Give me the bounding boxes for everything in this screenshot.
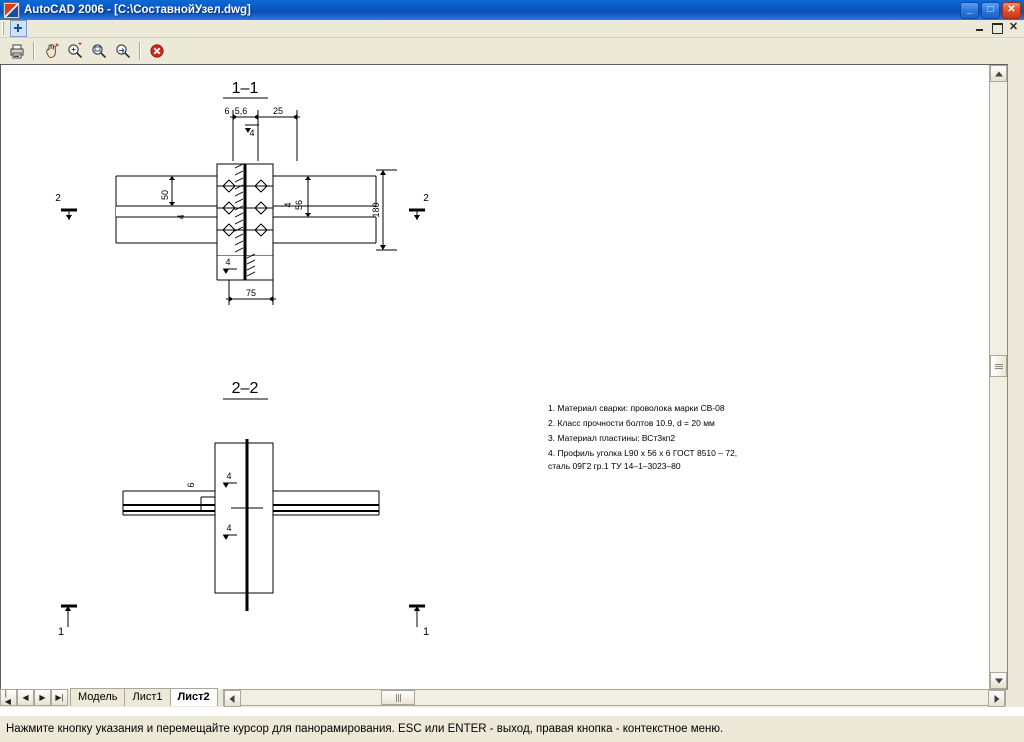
document-control-icon[interactable] <box>10 20 27 37</box>
close-preview-button[interactable] <box>146 40 168 62</box>
mdi-close-icon: ✕ <box>1008 21 1019 33</box>
menu-strip <box>0 20 1024 38</box>
minimize-button[interactable] <box>960 2 979 19</box>
mdi-restore-button[interactable] <box>990 21 1003 34</box>
zoom-window-button[interactable] <box>88 40 110 62</box>
arrow-left-icon <box>230 695 235 703</box>
note-1: 1. Материал сварки: проволока марки СВ-08 <box>548 403 725 413</box>
preview-canvas[interactable] <box>0 64 1008 690</box>
tab-last-button[interactable] <box>51 689 68 706</box>
section-1-title: 1–1 <box>231 80 259 97</box>
close-button[interactable] <box>1002 2 1021 19</box>
section-marker-left-2: 2 <box>55 193 61 204</box>
horizontal-scroll-thumb[interactable] <box>381 690 415 705</box>
tab-last-icon: ▶| <box>55 692 64 702</box>
window-controls <box>960 2 1021 19</box>
tab-nav-buttons <box>0 689 68 707</box>
weld-mid-4: 4 <box>225 257 231 267</box>
arrow-up-icon <box>995 71 1003 76</box>
minimize-icon: _ <box>966 4 973 15</box>
toolbar-separator-2 <box>139 42 141 60</box>
maximize-button[interactable] <box>981 2 1000 19</box>
dim-56: 56 <box>294 199 304 211</box>
layout-tabs-row <box>0 689 1006 707</box>
mdi-restore-icon <box>992 23 1003 34</box>
maximize-icon: □ <box>987 4 994 15</box>
tab-prev-icon: ◀ <box>22 692 29 702</box>
toolbar-separator <box>33 42 35 60</box>
tab-next-button[interactable] <box>34 689 51 706</box>
dim-50: 50 <box>160 189 170 201</box>
window-title: AutoCAD 2006 - [C:\СоставнойУзел.dwg] <box>24 4 251 16</box>
section-marker-right-1: 1 <box>422 626 430 638</box>
horizontal-scroll-track[interactable] <box>241 690 988 705</box>
tab-model[interactable]: Модель <box>70 688 125 706</box>
dim-75: 75 <box>245 288 257 298</box>
dim-left-4: 4 <box>176 214 186 220</box>
dim-180: 180 <box>371 202 381 218</box>
pan-realtime-button[interactable] <box>40 40 62 62</box>
mdi-close-button[interactable] <box>1007 21 1020 34</box>
tab-first-icon: |◀ <box>4 688 11 706</box>
dim-6-section2: 6 <box>186 482 196 488</box>
tab-first-button[interactable] <box>0 689 17 706</box>
section-marker-right-2: 2 <box>423 193 429 204</box>
tab-list1[interactable]: Лист1 <box>124 688 170 706</box>
tab-list2[interactable]: Лист2 <box>170 688 218 706</box>
zoom-realtime-button[interactable] <box>64 40 86 62</box>
weld-top-4: 4 <box>249 128 255 138</box>
arrow-right-icon <box>994 695 999 703</box>
autocad-icon <box>3 2 20 19</box>
scroll-right-button[interactable] <box>988 690 1005 707</box>
dim-25: 25 <box>272 106 284 116</box>
scroll-down-button[interactable] <box>990 672 1007 689</box>
vertical-scroll-thumb[interactable] <box>990 355 1007 377</box>
mdi-controls <box>973 21 1020 34</box>
section-2-title: 2–2 <box>231 380 259 397</box>
close-icon: ✕ <box>1007 4 1016 15</box>
scroll-up-button[interactable] <box>990 65 1007 82</box>
drawing-workspace <box>0 64 1024 707</box>
weld-top-4-section2: 4 <box>226 471 232 481</box>
arrow-down-icon <box>995 678 1003 683</box>
drawing-notes <box>548 403 737 471</box>
horizontal-scrollbar[interactable] <box>223 689 1006 706</box>
dim-6: 6 <box>224 106 230 116</box>
note-2: 2. Класс прочности болтов 10.9, d = 20 мм <box>548 418 715 428</box>
tab-next-icon: ▶ <box>39 692 46 702</box>
mdi-minimize-icon <box>976 29 983 31</box>
note-3: 3. Материал пластины: ВСт3кп2 <box>548 433 676 443</box>
print-preview-button[interactable] <box>6 40 28 62</box>
status-bar <box>0 715 1024 742</box>
toolbar-grip[interactable] <box>2 22 6 35</box>
drawing-content <box>1 65 1007 689</box>
scroll-left-button[interactable] <box>224 690 241 707</box>
weld-bottom-4-section2: 4 <box>226 523 232 533</box>
vertical-scrollbar[interactable] <box>989 65 1007 689</box>
dim-5-6: 5,6 <box>234 106 248 116</box>
note-4: 4. Профиль уголка L90 x 56 x 6 ГОСТ 8510 – 72, <box>548 448 738 458</box>
preview-toolbar <box>0 38 1024 65</box>
note-4-cont: сталь 09Г2 гр.1 ТУ 14–1–3023–80 <box>548 461 681 471</box>
status-message: Нажмите кнопку указания и перемещайте курсор для панорамирования. ESC или ENTER - выход, правая кнопка - контекстное меню. <box>6 723 724 735</box>
layout-tabs <box>70 689 217 706</box>
section-marker-left-1: 1 <box>57 626 65 638</box>
mdi-minimize-button[interactable] <box>973 21 986 34</box>
zoom-previous-button[interactable] <box>112 40 134 62</box>
tab-prev-button[interactable] <box>17 689 34 706</box>
window-titlebar <box>0 0 1024 20</box>
dim-inner-4: 4 <box>283 202 293 208</box>
